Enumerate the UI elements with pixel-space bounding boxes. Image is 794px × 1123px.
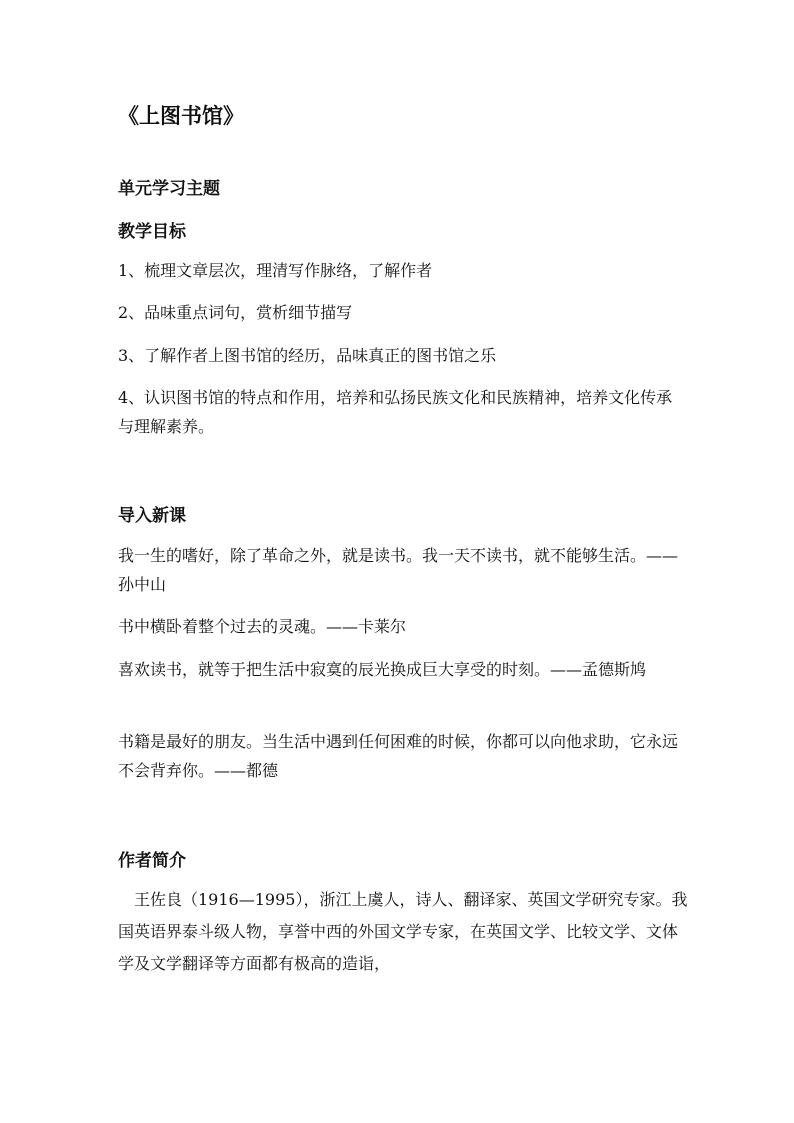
author-bio: 王佐良（1916—1995），浙江上虞人，诗人、翻译家、英国文学研究专家。我国英语界泰斗级人物，享誉中西的外国文学专家，在英国文学、比较文学、文体学及文学翻译等方面都有极高的造诣，	[118, 890, 688, 973]
document-title: 《上图书馆》	[118, 103, 244, 128]
section-heading-unit-theme: 单元学习主题	[118, 179, 220, 199]
objective-item: 3、了解作者上图书馆的经历，品味真正的图书馆之乐	[118, 346, 497, 365]
intro-quote: 书籍是最好的朋友。当生活中遇到任何困难的时候，你都可以向他求助，它永远不会背弃你。——都德	[118, 732, 679, 780]
section-heading-author: 作者简介	[118, 851, 186, 871]
objective-item: 2、品味重点词句，赏析细节描写	[118, 303, 353, 322]
section-heading-intro: 导入新课	[118, 506, 186, 526]
intro-quote: 书中横卧着整个过去的灵魂。——卡莱尔	[118, 617, 407, 636]
intro-quote: 喜欢读书，就等于把生活中寂寞的辰光换成巨大享受的时刻。——孟德斯鸠	[118, 660, 647, 679]
objective-item: 4、认识图书馆的特点和作用，培养和弘扬民族文化和民族精神，培养文化传承与理解素养。	[118, 388, 673, 436]
objective-item: 1、梳理文章层次，理清写作脉络，了解作者	[118, 261, 433, 280]
section-heading-objectives: 教学目标	[118, 222, 186, 242]
intro-quote: 我一生的嗜好，除了革命之外，就是读书。我一天不读书，就不能够生活。——孙中山	[118, 546, 679, 594]
